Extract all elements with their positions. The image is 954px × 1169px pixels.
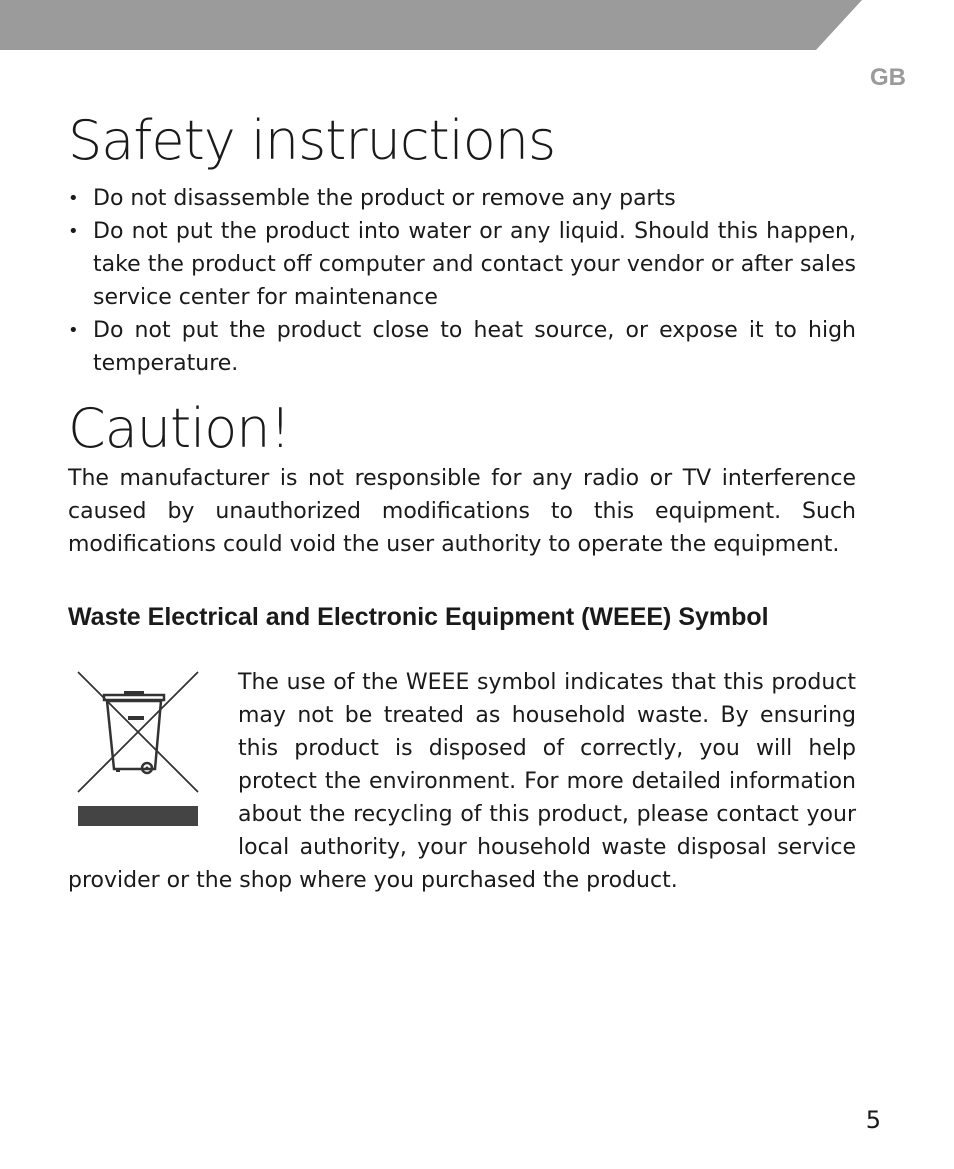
caution-title: Caution! <box>68 397 291 460</box>
safety-item-text: Do not put the product into water or any liquid. Should this happen, take the product off computer and contact your vendor or after sales service center for maintenance <box>93 219 856 310</box>
header-bar <box>0 0 954 50</box>
page-number: 5 <box>865 1106 881 1134</box>
safety-item <box>68 314 856 380</box>
safety-item <box>68 182 856 215</box>
bullet-icon: • <box>68 188 79 209</box>
bullet-icon: • <box>68 221 79 242</box>
page-content <box>68 108 856 897</box>
safety-item-text: Do not disassemble the product or remove any parts <box>93 186 676 211</box>
safety-item-text: Do not put the product close to heat source, or expose it to high temperature. <box>93 318 856 376</box>
header-bar-shape <box>0 0 862 50</box>
safety-title: Safety instructions <box>68 109 556 172</box>
weee-section <box>68 666 856 897</box>
language-label: GB <box>870 64 906 91</box>
bullet-icon: • <box>68 320 79 341</box>
crossed-out-wheelie-bin-icon <box>70 670 202 832</box>
weee-heading: Waste Electrical and Electronic Equipment (WEEE) Symbol <box>68 603 769 631</box>
weee-text: The use of the WEEE symbol indicates that this product may not be treated as household waste. By ensuring this product is disposed of correctly, you will help protect the environment. For more detailed information about the recycling of this product, please contact your local authority, your household waste disposal service provider or the shop where you purchased the product. <box>68 670 856 893</box>
safety-list <box>68 182 856 380</box>
caution-text: The manufacturer is not responsible for any radio or TV interference caused by unauthorized modifications to this equipment. Such modifications could void the user authority to operate the equipment. <box>68 466 856 557</box>
safety-item <box>68 215 856 314</box>
